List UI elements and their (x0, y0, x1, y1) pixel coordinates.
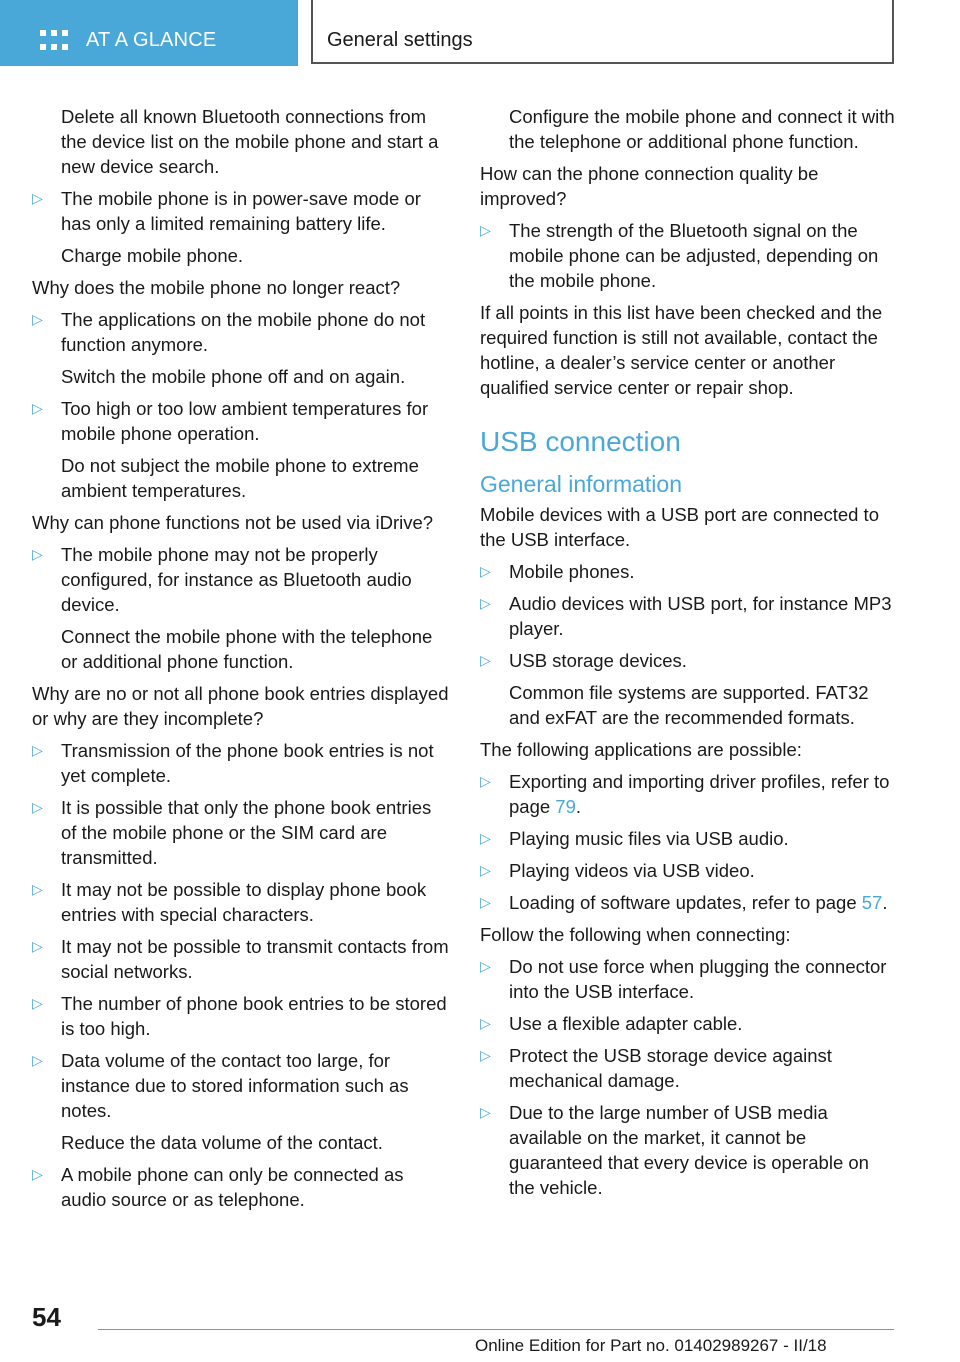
bullet-triangle-icon: ▷ (32, 546, 43, 562)
question-paragraph: Why does the mobile phone no longer react? (32, 277, 401, 298)
question-paragraph: Why are no or not all phone book entries displayed or why are they incomplete? (32, 683, 449, 729)
bullet-triangle-icon: ▷ (32, 799, 43, 815)
right-column (480, 104, 898, 1207)
list-item: ▷ The mobile phone is in power-save mode or has only a limited remaining battery life. (32, 188, 421, 234)
bullet-triangle-icon: ▷ (480, 652, 491, 668)
bullet-triangle-icon: ▷ (480, 894, 491, 910)
grid-icon (40, 30, 68, 52)
bullet-triangle-icon: ▷ (32, 311, 43, 327)
list-item: ▷ Mobile phones. (480, 561, 635, 582)
list-item: ▷ Too high or too low ambient temperatures for mobile phone operation. (32, 398, 429, 444)
list-item: ▷ USB storage devices. (480, 650, 687, 671)
question-paragraph: Why can phone functions not be used via iDrive? (32, 512, 434, 533)
bullet-triangle-icon: ▷ (32, 1052, 43, 1068)
bullet-triangle-icon: ▷ (32, 190, 43, 206)
indented-paragraph: Connect the mobile phone with the telephone or additional phone function. (61, 626, 433, 672)
right-column-top (480, 104, 898, 400)
list-item: ▷ Due to the large number of USB media available on the market, it cannot be guaranteed that every device is operable on the vehicle. (480, 1102, 869, 1198)
list-item: ▷ It is possible that only the phone book entries of the mobile phone or the SIM card are transmitted. (32, 797, 432, 868)
indented-paragraph: Charge mobile phone. (61, 245, 244, 266)
bullet-triangle-icon: ▷ (32, 995, 43, 1011)
bullet-triangle-icon: ▷ (480, 1047, 491, 1063)
list-item: ▷ Playing music files via USB audio. (480, 828, 789, 849)
usb-connection-heading: USB connection (480, 426, 681, 457)
list-item: ▷ Data volume of the contact too large, for instance due to stored information such as notes. (32, 1050, 409, 1121)
bullet-triangle-icon: ▷ (480, 862, 491, 878)
list-item: ▷ Audio devices with USB port, for instance MP3 player. (480, 593, 892, 639)
bullet-triangle-icon: ▷ (32, 938, 43, 954)
page-number: 54 (32, 1302, 61, 1332)
list-item: ▷ It may not be possible to transmit contacts from social networks. (32, 936, 449, 982)
bullet-triangle-icon: ▷ (480, 595, 491, 611)
bullet-triangle-icon: ▷ (480, 1104, 491, 1120)
indented-paragraph: Reduce the data volume of the contact. (61, 1132, 383, 1153)
bullet-triangle-icon: ▷ (32, 400, 43, 416)
section-title: AT A GLANCE (86, 29, 217, 51)
list-item: ▷ Loading of software updates, refer to page 57. (480, 892, 888, 913)
section-tab[interactable] (0, 0, 298, 66)
bullet-triangle-icon: ▷ (32, 742, 43, 758)
edition-note: Online Edition for Part no. 01402989267 - II/18 (475, 1336, 827, 1355)
list-item: ▷ Transmission of the phone book entries is not yet complete. (32, 740, 434, 786)
page-link-79[interactable]: 79 (555, 796, 576, 817)
bullet-triangle-icon: ▷ (480, 222, 491, 238)
list-item: ▷ The number of phone book entries to be stored is too high. (32, 993, 447, 1039)
question-paragraph: How can the phone connection quality be improved? (480, 163, 819, 209)
page-header (0, 0, 960, 66)
bullet-triangle-icon: ▷ (32, 881, 43, 897)
list-item: ▷ Protect the USB storage device against mechanical damage. (480, 1045, 832, 1091)
list-item: ▷ Use a flexible adapter cable. (480, 1013, 743, 1034)
chapter-title: General settings (327, 29, 473, 51)
indented-paragraph: Do not subject the mobile phone to extreme ambient temperatures. (61, 455, 419, 501)
footer-divider (98, 1329, 894, 1330)
general-information-heading: General information (480, 471, 682, 497)
bullet-triangle-icon: ▷ (480, 958, 491, 974)
list-item: ▷ Do not use force when plugging the connector into the USB interface. (480, 956, 887, 1002)
left-column (32, 104, 450, 1219)
list-item: ▷ The strength of the Bluetooth signal on the mobile phone can be adjusted, depending on the mobile phone. (480, 220, 879, 291)
list-item: ▷ Exporting and importing driver profiles, refer to page 79. (480, 771, 890, 817)
storage-note: Common file systems are supported. FAT32 and exFAT are the recommended formats. (509, 682, 869, 728)
bullet-triangle-icon: ▷ (32, 1166, 43, 1182)
page-link-57[interactable]: 57 (861, 892, 883, 913)
list-item: ▷ It may not be possible to display phone book entries with special characters. (32, 879, 427, 925)
indented-paragraph: Delete all known Bluetooth connections from the device list on the mobile phone and start a new device search. (61, 106, 439, 177)
list-item: ▷ The mobile phone may not be properly configured, for instance as Bluetooth audio device. (32, 544, 412, 615)
list-item: ▷ Playing videos via USB video. (480, 860, 755, 881)
applications-intro: The following applications are possible: (480, 739, 802, 760)
bullet-triangle-icon: ▷ (480, 773, 491, 789)
indented-paragraph: Configure the mobile phone and connect it with the telephone or additional phone function. (509, 106, 895, 152)
list-item: ▷ The applications on the mobile phone do not function anymore. (32, 309, 426, 355)
indented-paragraph: Switch the mobile phone off and on again. (61, 366, 406, 387)
bullet-triangle-icon: ▷ (480, 563, 491, 579)
bullet-triangle-icon: ▷ (480, 830, 491, 846)
list-item: ▷ A mobile phone can only be connected as audio source or as telephone. (32, 1164, 404, 1210)
connecting-intro: Follow the following when connecting: (480, 924, 791, 945)
question-paragraph: If all points in this list have been checked and the required function is still not available, contact the hotline, a dealer’s service center or another qualified service center or repair shop. (480, 302, 883, 398)
usb-intro: Mobile devices with a USB port are connected to the USB interface. (480, 504, 879, 550)
bullet-triangle-icon: ▷ (480, 1015, 491, 1031)
chapter-tab (311, 0, 894, 64)
